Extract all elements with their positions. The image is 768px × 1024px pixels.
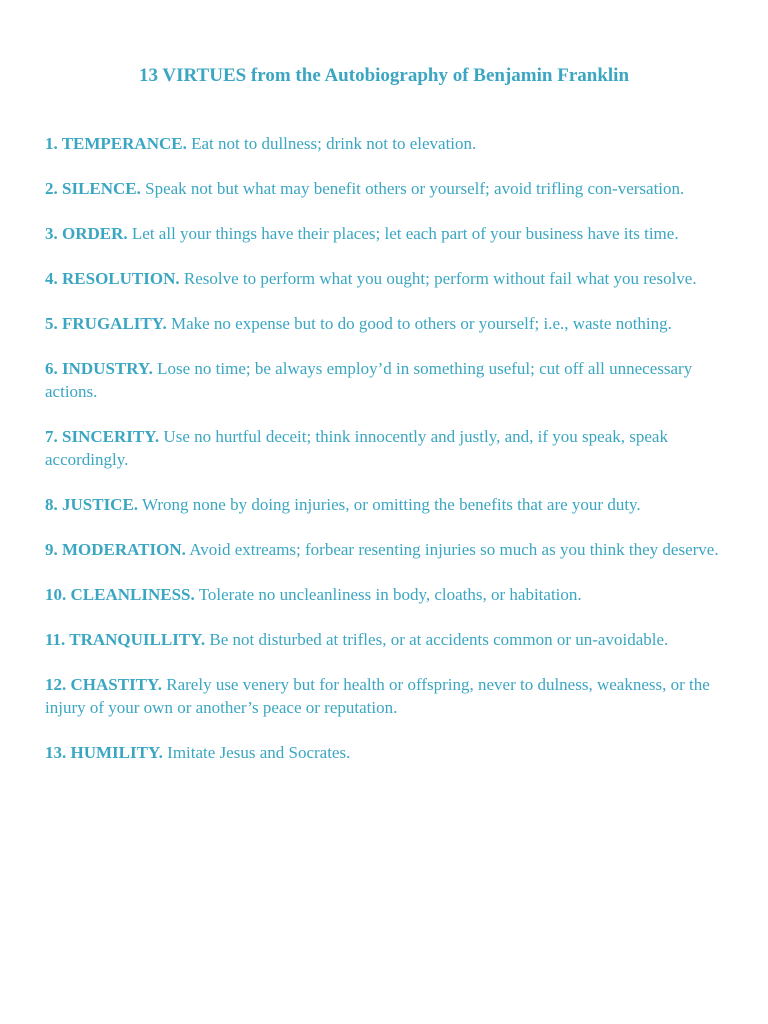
virtue-item <box>45 267 725 290</box>
virtue-heading: 1. TEMPERANCE. <box>45 134 187 153</box>
virtue-text: Make no expense but to do good to others or yourself; i.e., waste nothing. <box>170 314 672 333</box>
virtue-text: Wrong none by doing injuries, or omitting the benefits that are your duty. <box>142 495 641 514</box>
virtue-item <box>45 177 725 200</box>
virtue-text: Tolerate no uncleanliness in body, cloaths, or habitation. <box>198 585 582 604</box>
virtue-heading: 9. MODERATION. <box>45 540 186 559</box>
virtue-text: Use no hurtful deceit; think innocently and justly, and, if you speak, speak accordingly. <box>45 427 668 469</box>
virtue-item <box>45 357 725 403</box>
virtue-text: Let all your things have their places; let each part of your business have its time. <box>131 224 679 243</box>
virtue-item <box>45 312 725 335</box>
virtue-text: Rarely use venery but for health or offspring, never to dulness, weakness, or the injury of your own or another’s peace or reputation. <box>45 675 710 717</box>
virtue-item <box>45 425 725 471</box>
virtue-item <box>45 741 725 764</box>
virtue-heading: 5. FRUGALITY. <box>45 314 167 333</box>
virtue-item <box>45 222 725 245</box>
virtue-heading: 4. RESOLUTION. <box>45 269 180 288</box>
virtue-item <box>45 673 725 719</box>
virtue-item <box>45 493 725 516</box>
virtue-list <box>45 132 725 786</box>
virtue-text: Resolve to perform what you ought; perform without fail what you resolve. <box>183 269 697 288</box>
virtue-item <box>45 538 725 561</box>
virtue-item <box>45 132 725 155</box>
virtue-heading: 3. ORDER. <box>45 224 128 243</box>
virtue-heading: 10. CLEANLINESS. <box>45 585 195 604</box>
virtue-heading: 6. INDUSTRY. <box>45 359 153 378</box>
virtue-heading: 8. JUSTICE. <box>45 495 139 514</box>
virtue-heading: 13. HUMILITY. <box>45 743 163 762</box>
virtue-heading: 12. CHASTITY. <box>45 675 162 694</box>
virtue-text: Avoid extreams; forbear resenting injuries so much as you think they deserve. <box>189 540 719 559</box>
virtue-heading: 2. SILENCE. <box>45 179 141 198</box>
virtue-item <box>45 628 725 651</box>
virtue-heading: 7. SINCERITY. <box>45 427 160 446</box>
virtue-text: Be not disturbed at trifles, or at accidents common or un-avoidable. <box>209 630 669 649</box>
virtue-text: Lose no time; be always employ’d in something useful; cut off all unnecessary actions. <box>45 359 693 401</box>
virtue-text: Imitate Jesus and Socrates. <box>167 743 351 762</box>
virtue-text: Eat not to dullness; drink not to elevation. <box>191 134 477 153</box>
document-title: 13 VIRTUES from the Autobiography of Benjamin Franklin <box>138 65 630 86</box>
virtue-heading: 11. TRANQUILLITY. <box>45 630 206 649</box>
virtue-text: Speak not but what may benefit others or yourself; avoid trifling con-versation. <box>145 179 685 198</box>
virtue-item <box>45 583 725 606</box>
